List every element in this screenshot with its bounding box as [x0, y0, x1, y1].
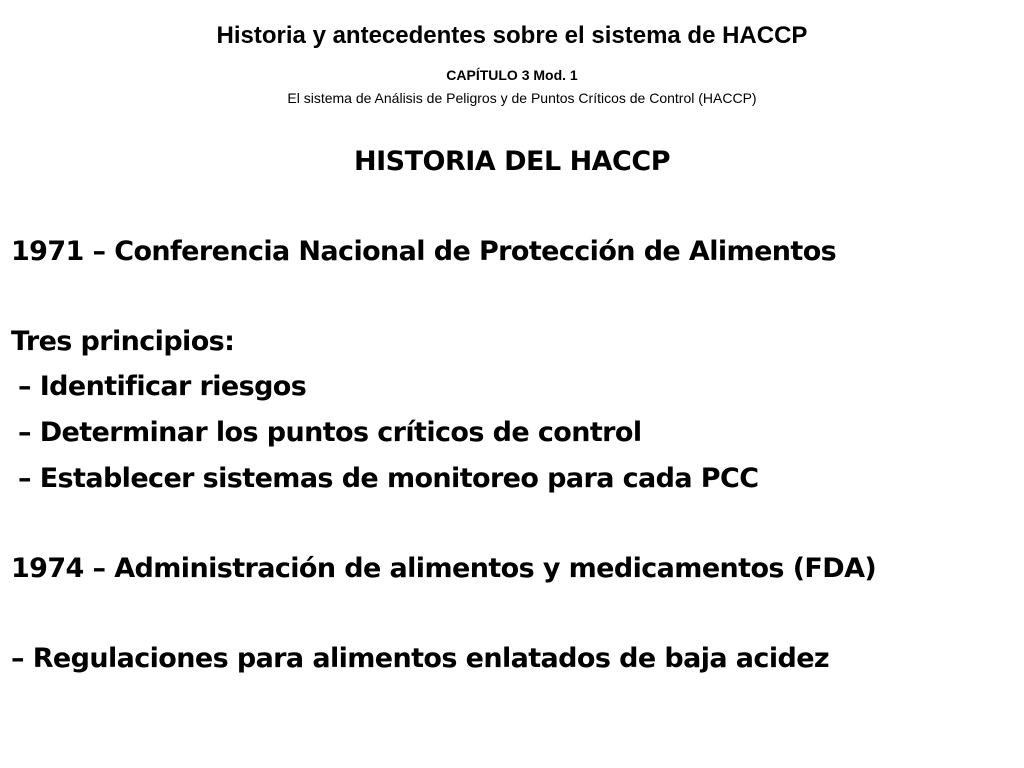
chapter-label: CAPÍTULO 3 Mod. 1	[446, 67, 578, 83]
bullet-monitoring-systems: – Establecer sistemas de monitoreo para cada PCC	[18, 463, 759, 494]
text-line-principles-heading: Tres principios:	[11, 326, 235, 357]
text-line-regulations: – Regulaciones para alimentos enlatados de baja acidez	[11, 643, 830, 674]
chapter-subtitle: El sistema de Análisis de Peligros y de Puntos Críticos de Control (HACCP)	[287, 90, 757, 106]
text-line-1974: 1974 – Administración de alimentos y medicamentos (FDA)	[11, 553, 877, 584]
text-line-1971: 1971 – Conferencia Nacional de Protección de Alimentos	[11, 236, 837, 267]
bullet-critical-points: – Determinar los puntos críticos de control	[18, 417, 642, 448]
section-heading: HISTORIA DEL HACCP	[354, 146, 670, 177]
slide-title: Historia y antecedentes sobre el sistema de HACCP	[216, 22, 808, 49]
bullet-identify-risks: – Identificar riesgos	[18, 371, 307, 402]
